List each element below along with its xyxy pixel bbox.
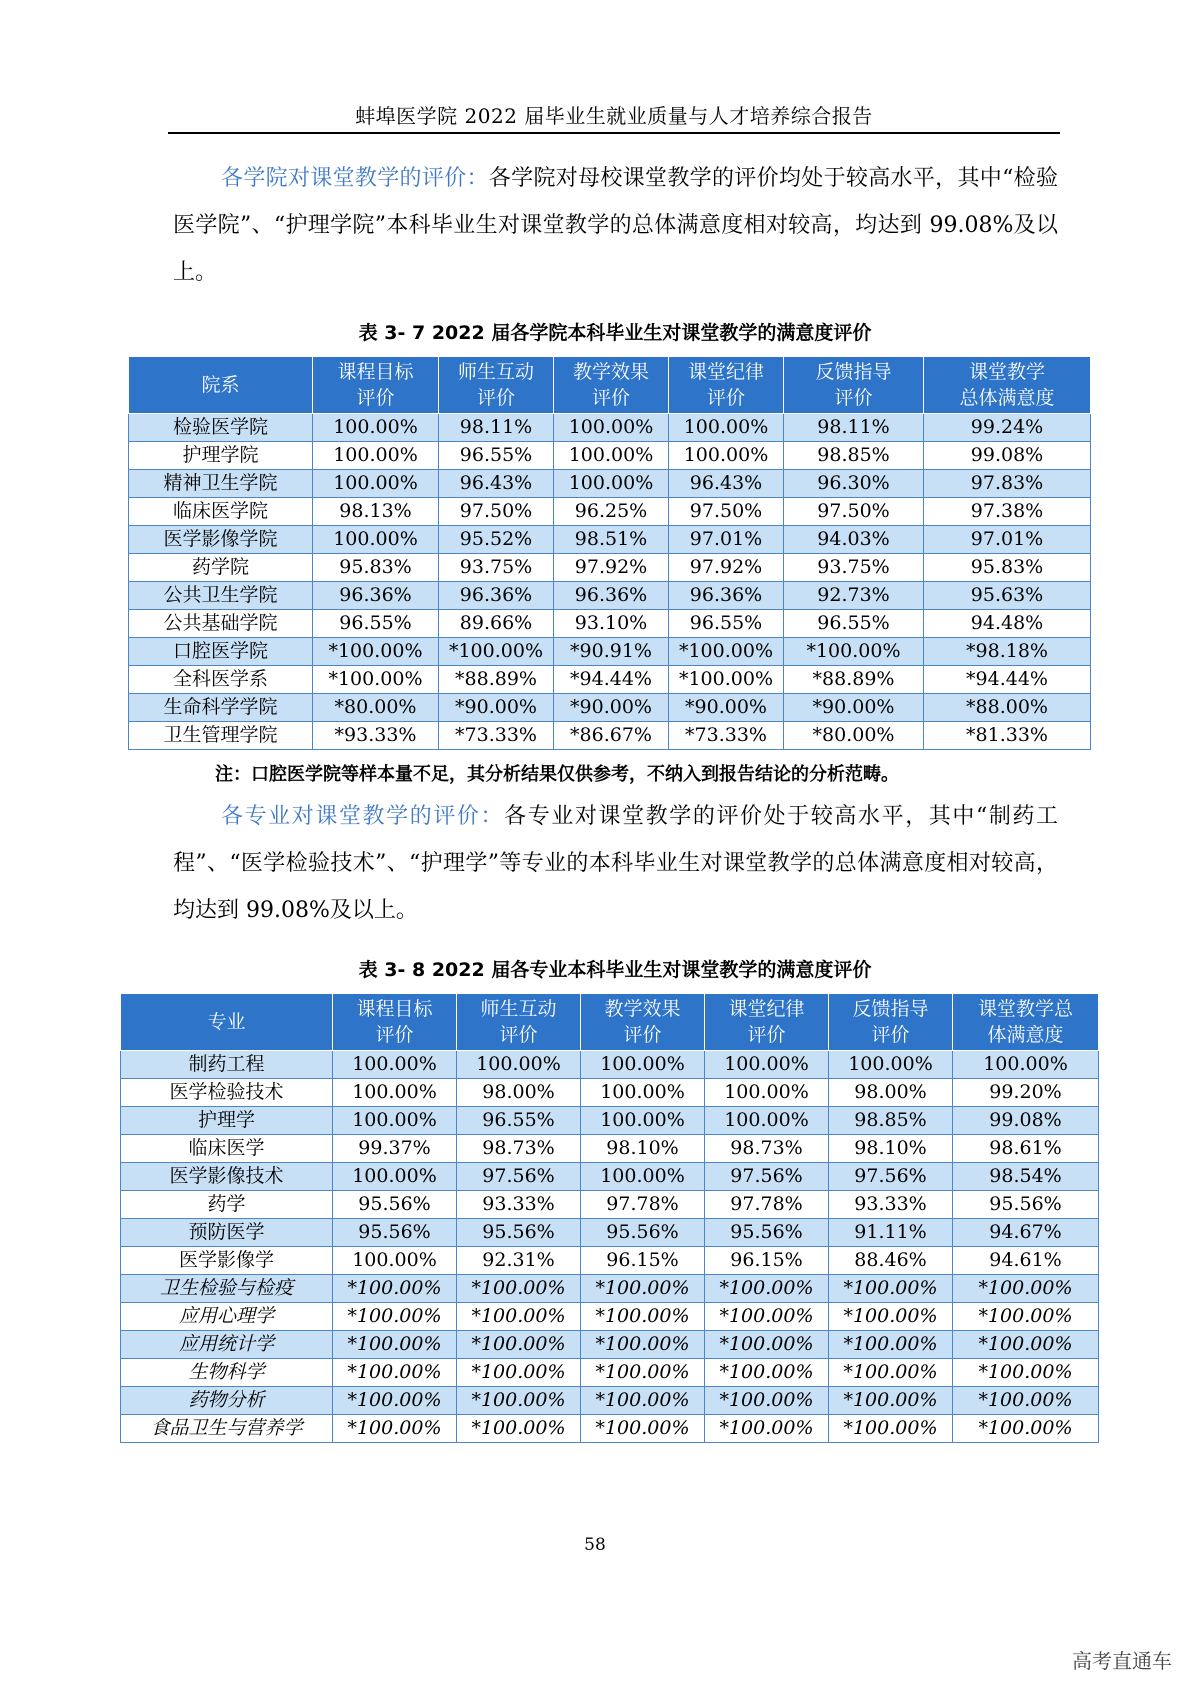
table-cell: 92.31% — [457, 1247, 581, 1275]
table2-header-0 — [121, 994, 333, 1051]
table-cell: 99.20% — [953, 1079, 1099, 1107]
table-cell: *100.00% — [953, 1415, 1099, 1443]
table-row — [121, 1107, 1099, 1135]
table-row — [129, 526, 1091, 554]
table-cell: *100.00% — [581, 1303, 705, 1331]
table-cell: *100.00% — [953, 1303, 1099, 1331]
table-cell: 96.43% — [439, 470, 554, 498]
table-row — [129, 722, 1091, 750]
table1-header-3 — [554, 357, 669, 414]
table-cell: 96.25% — [554, 498, 669, 526]
table-cell: *94.44% — [924, 666, 1091, 694]
row-label: 药学院 — [129, 554, 313, 582]
table2-header-text: 师生互动 — [480, 998, 557, 1020]
table-cell: 95.83% — [924, 554, 1091, 582]
table-cell: 100.00% — [669, 414, 784, 442]
table-cell: 95.83% — [313, 554, 439, 582]
table-cell: *100.00% — [581, 1387, 705, 1415]
table-cell: *100.00% — [829, 1415, 953, 1443]
table-cell: 96.15% — [581, 1247, 705, 1275]
table-cell: *100.00% — [953, 1331, 1099, 1359]
table-cell: *100.00% — [439, 638, 554, 666]
table-cell: *98.18% — [924, 638, 1091, 666]
table-row — [129, 470, 1091, 498]
table-cell: *73.33% — [439, 722, 554, 750]
table-cell: *100.00% — [457, 1331, 581, 1359]
table-cell: 100.00% — [333, 1163, 457, 1191]
table-cell: 97.78% — [705, 1191, 829, 1219]
table-cell: *100.00% — [457, 1303, 581, 1331]
table-cell: 100.00% — [333, 1107, 457, 1135]
table-cell: 98.11% — [784, 414, 924, 442]
table-cell: 97.50% — [669, 498, 784, 526]
table-cell: 96.36% — [313, 582, 439, 610]
table-cell: *100.00% — [705, 1359, 829, 1387]
table-cell: 93.10% — [554, 610, 669, 638]
table-cell: 100.00% — [554, 414, 669, 442]
table-row — [121, 1079, 1099, 1107]
table-cell: 96.36% — [439, 582, 554, 610]
table-row — [121, 1051, 1099, 1079]
table-cell: *100.00% — [333, 1415, 457, 1443]
table2-header-text: 专业 — [207, 1011, 246, 1033]
table-cell: 94.61% — [953, 1247, 1099, 1275]
table-cell: *88.89% — [784, 666, 924, 694]
table2-header-3 — [581, 994, 705, 1051]
table1-header-text: 评价 — [706, 387, 745, 409]
table2-header-text: 评价 — [747, 1024, 786, 1046]
table2-header-text: 体满意度 — [987, 1024, 1064, 1046]
table-row — [121, 1247, 1099, 1275]
table-cell: 100.00% — [829, 1051, 953, 1079]
table-row — [129, 442, 1091, 470]
table-row — [129, 554, 1091, 582]
table2-caption: 表 3- 8 2022 届各专业本科毕业生对课堂教学的满意度评价 — [358, 959, 872, 981]
table-cell: 98.51% — [554, 526, 669, 554]
table-cell: 99.08% — [924, 442, 1091, 470]
table-cell: *100.00% — [953, 1275, 1099, 1303]
row-label: 医学影像学 — [121, 1247, 333, 1275]
row-label: 卫生检验与检疫 — [121, 1275, 333, 1303]
table-cell: *93.33% — [313, 722, 439, 750]
table-cell: 96.55% — [784, 610, 924, 638]
table-cell: 99.37% — [333, 1135, 457, 1163]
table-cell: *100.00% — [333, 1331, 457, 1359]
table-cell: 93.75% — [439, 554, 554, 582]
table-cell: *100.00% — [705, 1387, 829, 1415]
table1-header-text: 课程目标 — [337, 361, 414, 383]
table1-header-4 — [669, 357, 784, 414]
table-cell: *100.00% — [581, 1359, 705, 1387]
row-label: 全科医学系 — [129, 666, 313, 694]
table-cell: 98.54% — [953, 1163, 1099, 1191]
table-cell: *100.00% — [705, 1415, 829, 1443]
table-cell: *94.44% — [554, 666, 669, 694]
table-row — [121, 1303, 1099, 1331]
table-cell: 97.78% — [581, 1191, 705, 1219]
table-cell: *100.00% — [669, 666, 784, 694]
table-cell: *90.91% — [554, 638, 669, 666]
table-cell: *90.00% — [669, 694, 784, 722]
table-cell: 100.00% — [669, 442, 784, 470]
table-cell: 89.66% — [439, 610, 554, 638]
section2-text: 各专业对课堂教学的评价处于较高水平，其中“制药工程”、“医学检验技术”、“护理学”等专业的本科毕业生对课堂教学的总体满意度相对较高，均达到 99.08%及以上。 — [173, 804, 1058, 923]
table2-header-row — [121, 994, 1099, 1051]
table-row — [121, 1163, 1099, 1191]
table-cell: 94.48% — [924, 610, 1091, 638]
table2-header-4 — [705, 994, 829, 1051]
row-label: 预防医学 — [121, 1219, 333, 1247]
table-cell: 95.56% — [333, 1219, 457, 1247]
table-cell: *100.00% — [829, 1387, 953, 1415]
table-cell: *90.00% — [439, 694, 554, 722]
table-cell: 98.00% — [457, 1079, 581, 1107]
table-cell: 96.55% — [313, 610, 439, 638]
table-cell: *100.00% — [457, 1275, 581, 1303]
table-cell: 100.00% — [581, 1051, 705, 1079]
row-label: 口腔医学院 — [129, 638, 313, 666]
table-cell: 96.55% — [669, 610, 784, 638]
table-cell: 97.56% — [705, 1163, 829, 1191]
section2-lead: 各专业对课堂教学的评价： — [221, 804, 505, 829]
table-cell: *100.00% — [669, 638, 784, 666]
table-cell: 100.00% — [953, 1051, 1099, 1079]
table-row — [129, 582, 1091, 610]
table-cell: *100.00% — [333, 1303, 457, 1331]
row-label: 食品卫生与营养学 — [121, 1415, 333, 1443]
row-label: 精神卫生学院 — [129, 470, 313, 498]
table-cell: 98.73% — [705, 1135, 829, 1163]
header-rule — [168, 132, 1060, 134]
table-cell: 100.00% — [581, 1163, 705, 1191]
table-row — [121, 1359, 1099, 1387]
table-cell: 100.00% — [581, 1107, 705, 1135]
table1-header-text: 教学效果 — [572, 361, 649, 383]
table2-header-5 — [829, 994, 953, 1051]
table-cell: *88.00% — [924, 694, 1091, 722]
table-cell: 99.24% — [924, 414, 1091, 442]
table-cell: 98.10% — [829, 1135, 953, 1163]
table1 — [128, 356, 1091, 750]
table2-header-text: 课程目标 — [356, 998, 433, 1020]
table-cell: 92.73% — [784, 582, 924, 610]
table1-header-row — [129, 357, 1091, 414]
table-cell: 100.00% — [313, 414, 439, 442]
section1-text: 各学院对母校课堂教学的评价均处于较高水平，其中“检验医学院”、“护理学院”本科毕业生对课堂教学的总体满意度相对较高，均达到 99.08%及以上。 — [173, 166, 1058, 285]
table-cell: 100.00% — [313, 526, 439, 554]
table-cell: *100.00% — [829, 1359, 953, 1387]
table1-header-2 — [439, 357, 554, 414]
table-cell: *80.00% — [784, 722, 924, 750]
table1-header-text: 师生互动 — [457, 361, 534, 383]
table2-header-text: 评价 — [623, 1024, 662, 1046]
table-cell: 98.85% — [784, 442, 924, 470]
row-label: 临床医学院 — [129, 498, 313, 526]
table2-header-6 — [953, 994, 1099, 1051]
table-cell: 100.00% — [705, 1107, 829, 1135]
table-cell: *88.89% — [439, 666, 554, 694]
table-cell: 97.83% — [924, 470, 1091, 498]
table-cell: 100.00% — [554, 442, 669, 470]
table-cell: 97.56% — [457, 1163, 581, 1191]
table1-header-text: 评价 — [356, 387, 395, 409]
row-label: 护理学院 — [129, 442, 313, 470]
row-label: 应用心理学 — [121, 1303, 333, 1331]
table-row — [129, 610, 1091, 638]
table-cell: 100.00% — [333, 1051, 457, 1079]
table-row — [121, 1275, 1099, 1303]
table1-header-text: 评价 — [834, 387, 873, 409]
table-cell: 96.36% — [554, 582, 669, 610]
table-cell: *100.00% — [333, 1359, 457, 1387]
row-label: 检验医学院 — [129, 414, 313, 442]
table-cell: 93.33% — [457, 1191, 581, 1219]
table2-header-text: 课堂纪律 — [728, 998, 805, 1020]
table-cell: 96.30% — [784, 470, 924, 498]
table-cell: 95.56% — [705, 1219, 829, 1247]
table2-header-text: 评价 — [375, 1024, 414, 1046]
table-cell: 97.92% — [554, 554, 669, 582]
table-cell: 100.00% — [313, 442, 439, 470]
table-cell: 97.01% — [669, 526, 784, 554]
table-cell: *100.00% — [581, 1331, 705, 1359]
table-cell: 98.73% — [457, 1135, 581, 1163]
table-cell: *100.00% — [953, 1387, 1099, 1415]
table-cell: 97.92% — [669, 554, 784, 582]
table-cell: *100.00% — [333, 1387, 457, 1415]
table-cell: 97.50% — [784, 498, 924, 526]
table-cell: 99.08% — [953, 1107, 1099, 1135]
table-cell: 96.15% — [705, 1247, 829, 1275]
table-cell: 95.56% — [953, 1191, 1099, 1219]
table-cell: *100.00% — [829, 1303, 953, 1331]
row-label: 制药工程 — [121, 1051, 333, 1079]
table-cell: *100.00% — [333, 1275, 457, 1303]
row-label: 公共基础学院 — [129, 610, 313, 638]
table-cell: 91.11% — [829, 1219, 953, 1247]
table2-header-2 — [457, 994, 581, 1051]
table-cell: *90.00% — [784, 694, 924, 722]
table2-header-text: 反馈指导 — [852, 998, 929, 1020]
row-label: 护理学 — [121, 1107, 333, 1135]
table-cell: *100.00% — [705, 1331, 829, 1359]
table-cell: 95.63% — [924, 582, 1091, 610]
table-cell: *100.00% — [581, 1415, 705, 1443]
table-cell: 98.61% — [953, 1135, 1099, 1163]
table2-header-text: 评价 — [871, 1024, 910, 1046]
watermark: 高考直通车 — [1072, 1649, 1172, 1673]
table-row — [129, 498, 1091, 526]
row-label: 药物分析 — [121, 1387, 333, 1415]
table-cell: 100.00% — [333, 1247, 457, 1275]
page-number: 58 — [584, 1535, 606, 1555]
table-cell: 97.01% — [924, 526, 1091, 554]
table1-caption: 表 3- 7 2022 届各学院本科毕业生对课堂教学的满意度评价 — [358, 322, 872, 344]
table-cell: *100.00% — [313, 666, 439, 694]
table-cell: 98.10% — [581, 1135, 705, 1163]
table-cell: 96.43% — [669, 470, 784, 498]
table-row — [121, 1415, 1099, 1443]
table-cell: 97.50% — [439, 498, 554, 526]
table-cell: 100.00% — [581, 1079, 705, 1107]
table-row — [129, 666, 1091, 694]
table-row — [121, 1219, 1099, 1247]
table1-header-text: 反馈指导 — [815, 361, 892, 383]
table-row — [121, 1331, 1099, 1359]
table-cell: *73.33% — [669, 722, 784, 750]
row-label: 医学影像技术 — [121, 1163, 333, 1191]
table-cell: *100.00% — [313, 638, 439, 666]
row-label: 生物科学 — [121, 1359, 333, 1387]
section2-paragraph — [173, 793, 1058, 934]
table2 — [120, 993, 1099, 1443]
row-label: 公共卫生学院 — [129, 582, 313, 610]
table-cell: 94.67% — [953, 1219, 1099, 1247]
table-cell: *100.00% — [953, 1359, 1099, 1387]
table1-header-5 — [784, 357, 924, 414]
table2-header-text: 课堂教学总 — [977, 998, 1073, 1020]
table-cell: 100.00% — [313, 470, 439, 498]
table-cell: 94.03% — [784, 526, 924, 554]
table-cell: 98.85% — [829, 1107, 953, 1135]
row-label: 医学影像学院 — [129, 526, 313, 554]
row-label: 临床医学 — [121, 1135, 333, 1163]
table-cell: 100.00% — [457, 1051, 581, 1079]
table-cell: 93.75% — [784, 554, 924, 582]
table-cell: *81.33% — [924, 722, 1091, 750]
table1-header-text: 评价 — [591, 387, 630, 409]
table-row — [121, 1135, 1099, 1163]
table-cell: 100.00% — [705, 1051, 829, 1079]
table-cell: *100.00% — [457, 1415, 581, 1443]
table-cell: *86.67% — [554, 722, 669, 750]
section1-lead: 各学院对课堂教学的评价： — [221, 166, 489, 191]
table-cell: 95.56% — [581, 1219, 705, 1247]
table-cell: 96.55% — [439, 442, 554, 470]
table-cell: 98.00% — [829, 1079, 953, 1107]
row-label: 药学 — [121, 1191, 333, 1219]
table-cell: *100.00% — [581, 1275, 705, 1303]
table-row — [121, 1191, 1099, 1219]
section1-paragraph — [173, 155, 1058, 296]
table-cell: *100.00% — [784, 638, 924, 666]
table-cell: 96.36% — [669, 582, 784, 610]
row-label: 生命科学学院 — [129, 694, 313, 722]
table-cell: *90.00% — [554, 694, 669, 722]
table-row — [129, 638, 1091, 666]
table-cell: *80.00% — [313, 694, 439, 722]
table-row — [129, 414, 1091, 442]
table2-header-1 — [333, 994, 457, 1051]
table-row — [129, 694, 1091, 722]
table-cell: *100.00% — [705, 1303, 829, 1331]
table-cell: 98.11% — [439, 414, 554, 442]
table-cell: 93.33% — [829, 1191, 953, 1219]
table1-header-1 — [313, 357, 439, 414]
table2-header-text: 评价 — [499, 1024, 538, 1046]
table-cell: 97.38% — [924, 498, 1091, 526]
table2-header-text: 教学效果 — [604, 998, 681, 1020]
table-cell: 95.52% — [439, 526, 554, 554]
table1-header-text: 评价 — [476, 387, 515, 409]
table-cell: 95.56% — [457, 1219, 581, 1247]
table-cell: 88.46% — [829, 1247, 953, 1275]
table-cell: *100.00% — [457, 1387, 581, 1415]
table-cell: *100.00% — [705, 1275, 829, 1303]
page-header: 蚌埠医学院 2022 届毕业生就业质量与人才培养综合报告 — [355, 104, 873, 128]
table1-header-6 — [924, 357, 1091, 414]
table-cell: 100.00% — [705, 1079, 829, 1107]
table-cell: *100.00% — [829, 1275, 953, 1303]
table-cell: 97.56% — [829, 1163, 953, 1191]
table-row — [121, 1387, 1099, 1415]
row-label: 卫生管理学院 — [129, 722, 313, 750]
table1-header-text: 课堂纪律 — [687, 361, 764, 383]
row-label: 应用统计学 — [121, 1331, 333, 1359]
table1-header-text: 总体满意度 — [959, 387, 1055, 409]
table1-header-text: 课堂教学 — [968, 361, 1045, 383]
row-label: 医学检验技术 — [121, 1079, 333, 1107]
table-cell: 96.55% — [457, 1107, 581, 1135]
table-cell: *100.00% — [829, 1331, 953, 1359]
table-cell: 98.13% — [313, 498, 439, 526]
table1-note: 注：口腔医学院等样本量不足，其分析结果仅供参考，不纳入到报告结论的分析范畴。 — [215, 764, 899, 785]
table-cell: 95.56% — [333, 1191, 457, 1219]
table1-header-text: 院系 — [201, 374, 240, 396]
table-cell: 100.00% — [333, 1079, 457, 1107]
table-cell: 100.00% — [554, 470, 669, 498]
table1-header-0 — [129, 357, 313, 414]
table-cell: *100.00% — [457, 1359, 581, 1387]
